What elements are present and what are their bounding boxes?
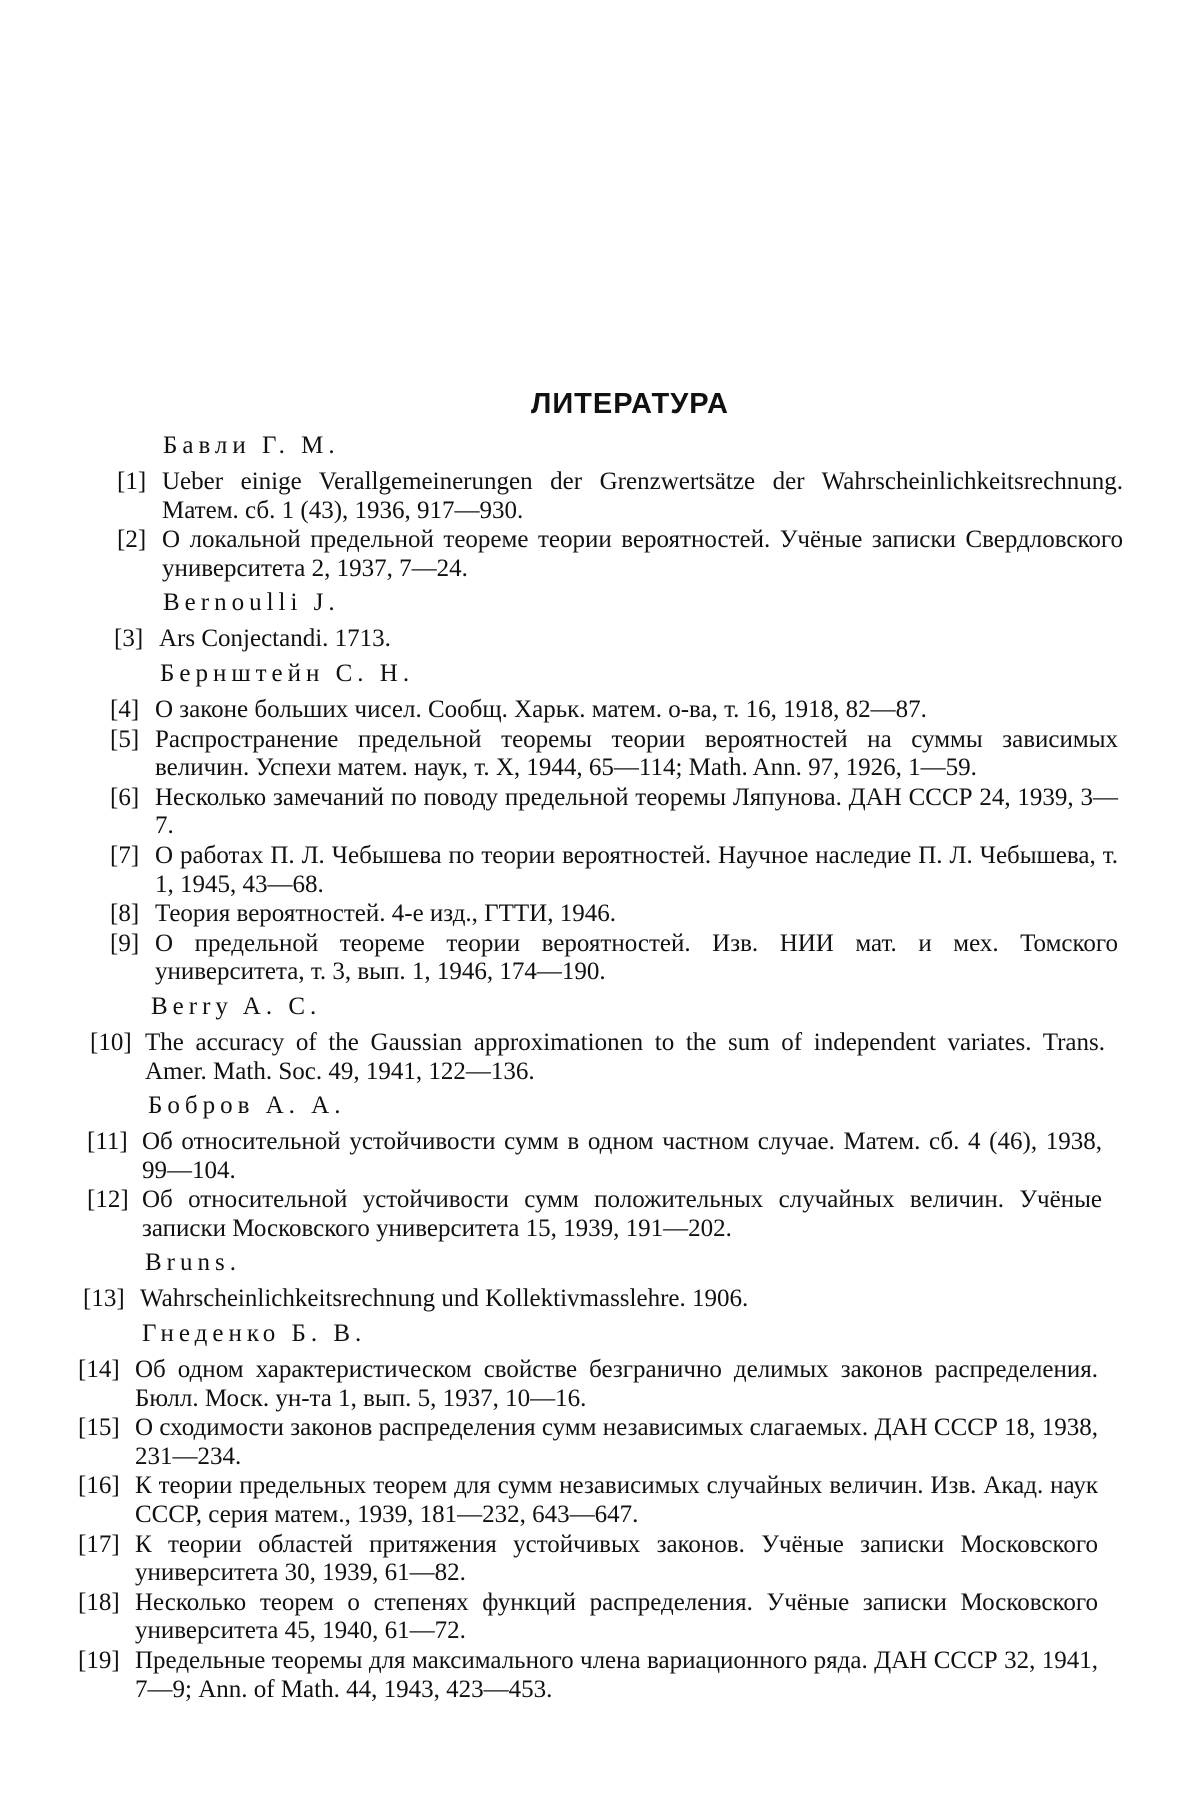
reference-number: [5] xyxy=(110,725,140,753)
reference-number: [17] xyxy=(78,1530,120,1558)
reference-text: Несколько теорем о степенях функций распределения. Учёные записки Московского университета 45, 1940, 61—72. xyxy=(135,1588,1098,1645)
reference-text: О работах П. Л. Чебышева по теории вероятностей. Научное наследие П. Л. Чебышева, т. 1, 1945, 43—68. xyxy=(155,841,1118,898)
reference-entry xyxy=(83,1285,1100,1314)
author-heading: Bernoulli J. xyxy=(163,589,340,617)
reference-text: К теории областей притяжения устойчивых законов. Учёные записки Московского университета 30, 1939, 61—82. xyxy=(135,1530,1098,1587)
page-title: ЛИТЕРАТУРА xyxy=(530,388,730,420)
reference-entry xyxy=(78,1472,1098,1529)
reference-text: Теория вероятностей. 4-е изд., ГТТИ, 1946. xyxy=(155,900,616,928)
reference-entry xyxy=(78,1414,1098,1471)
reference-number: [13] xyxy=(83,1285,125,1313)
author-heading: Бавли Г. М. xyxy=(163,432,340,459)
reference-text: Распространение предельной теоремы теории вероятностей на суммы зависимых величин. Успехи матем. наук, т. X, 1944, 65—114; Math. Ann. 97, 1926, 1—59. xyxy=(155,725,1118,782)
reference-text: Ars Conjectandi. 1713. xyxy=(159,625,391,653)
reference-entry xyxy=(110,930,1118,987)
reference-number: [6] xyxy=(110,783,140,811)
reference-text: Об одном характеристическом свойстве безгранично делимых законов распределения. Бюлл. Моск. ун-та 1, вып. 5, 1937, 10—16. xyxy=(135,1356,1098,1412)
reference-text: Несколько замечаний по поводу предельной теоремы Ляпунова. ДАН СССР 24, 1939, 3—7. xyxy=(155,783,1118,840)
reference-entry xyxy=(110,726,1118,783)
reference-entry xyxy=(87,1186,1102,1243)
reference-entry xyxy=(110,842,1118,899)
reference-entry xyxy=(110,696,1118,725)
reference-text: О предельной теореме теории вероятностей. Изв. НИИ мат. и мех. Томского университета, т. 3, вып. 1, 1946, 174—190. xyxy=(155,929,1118,986)
reference-entry xyxy=(87,1128,1102,1185)
reference-entry xyxy=(110,900,1118,929)
reference-entry xyxy=(78,1647,1098,1704)
reference-entry xyxy=(114,625,1120,654)
reference-entry xyxy=(117,526,1123,583)
reference-entry xyxy=(110,784,1118,841)
reference-number: [10] xyxy=(90,1028,132,1056)
reference-entry xyxy=(117,468,1123,525)
reference-group xyxy=(117,468,1123,583)
author-heading: Бернштейн С. Н. xyxy=(160,659,415,687)
reference-entry xyxy=(78,1531,1098,1588)
reference-number: [2] xyxy=(117,526,147,554)
reference-group xyxy=(87,1128,1102,1243)
reference-number: [19] xyxy=(78,1647,120,1674)
author-heading: Бобров А. А. xyxy=(148,1092,346,1120)
author-heading: Bruns. xyxy=(145,1249,241,1277)
reference-number: [15] xyxy=(78,1414,120,1442)
reference-number: [7] xyxy=(110,841,140,869)
author-heading: Гнеденко Б. В. xyxy=(142,1320,367,1348)
reference-number: [1] xyxy=(117,468,147,495)
reference-group xyxy=(110,696,1118,987)
reference-text: К теории предельных теорем для сумм независимых случайных величин. Изв. Акад. наук СССР, серия матем., 1939, 181—232, 643—647. xyxy=(135,1472,1098,1529)
reference-number: [4] xyxy=(110,695,140,723)
reference-text: Предельные теоремы для максимального члена вариационного ряда. ДАН СССР 32, 1941, 7—9; Ann. of Math. 44, 1943, 423—453. xyxy=(135,1647,1098,1703)
reference-number: [16] xyxy=(78,1472,120,1500)
reference-number: [14] xyxy=(78,1356,120,1384)
reference-text: О законе больших чисел. Сообщ. Харьк. матем. о-ва, т. 16, 1918, 82—87. xyxy=(155,695,927,723)
reference-text: Об относительной устойчивости сумм положительных случайных величин. Учёные записки Московского университета 15, 1939, 191—202. xyxy=(142,1186,1102,1242)
reference-number: [11] xyxy=(87,1128,128,1156)
reference-number: [9] xyxy=(110,929,140,957)
bibliography xyxy=(0,426,1200,1705)
reference-entry xyxy=(78,1356,1098,1413)
reference-group xyxy=(83,1285,1100,1314)
reference-text: О сходимости законов распределения сумм независимых слагаемых. ДАН СССР 18, 1938, 231—234. xyxy=(135,1414,1098,1470)
reference-text: Об относительной устойчивости сумм в одном частном случае. Матем. сб. 4 (46), 1938, 99—104. xyxy=(142,1128,1102,1184)
reference-number: [8] xyxy=(110,900,140,928)
reference-text: Wahrscheinlichkeitsrechnung und Kollektivmasslehre. 1906. xyxy=(140,1285,749,1313)
reference-entry xyxy=(90,1029,1105,1086)
reference-text: The accuracy of the Gaussian approximationen to the sum of independent variates. Trans. Amer. Math. Soc. 49, 1941, 122—136. xyxy=(145,1028,1105,1085)
reference-group xyxy=(114,625,1120,654)
reference-number: [18] xyxy=(78,1588,120,1616)
reference-number: [12] xyxy=(87,1186,129,1214)
reference-number: [3] xyxy=(114,625,144,653)
reference-text: О локальной предельной теореме теории вероятностей. Учёные записки Свердловского университета 2, 1937, 7—24. xyxy=(162,526,1123,582)
reference-group xyxy=(90,1029,1105,1086)
reference-entry xyxy=(78,1589,1098,1646)
author-heading: Berry A. C. xyxy=(151,992,322,1020)
reference-group xyxy=(78,1356,1098,1704)
reference-text: Ueber einige Verallgemeinerungen der Grenzwertsätze der Wahrscheinlichkeitsrechnung. Матем. сб. 1 (43), 1936, 917—930. xyxy=(162,468,1123,524)
